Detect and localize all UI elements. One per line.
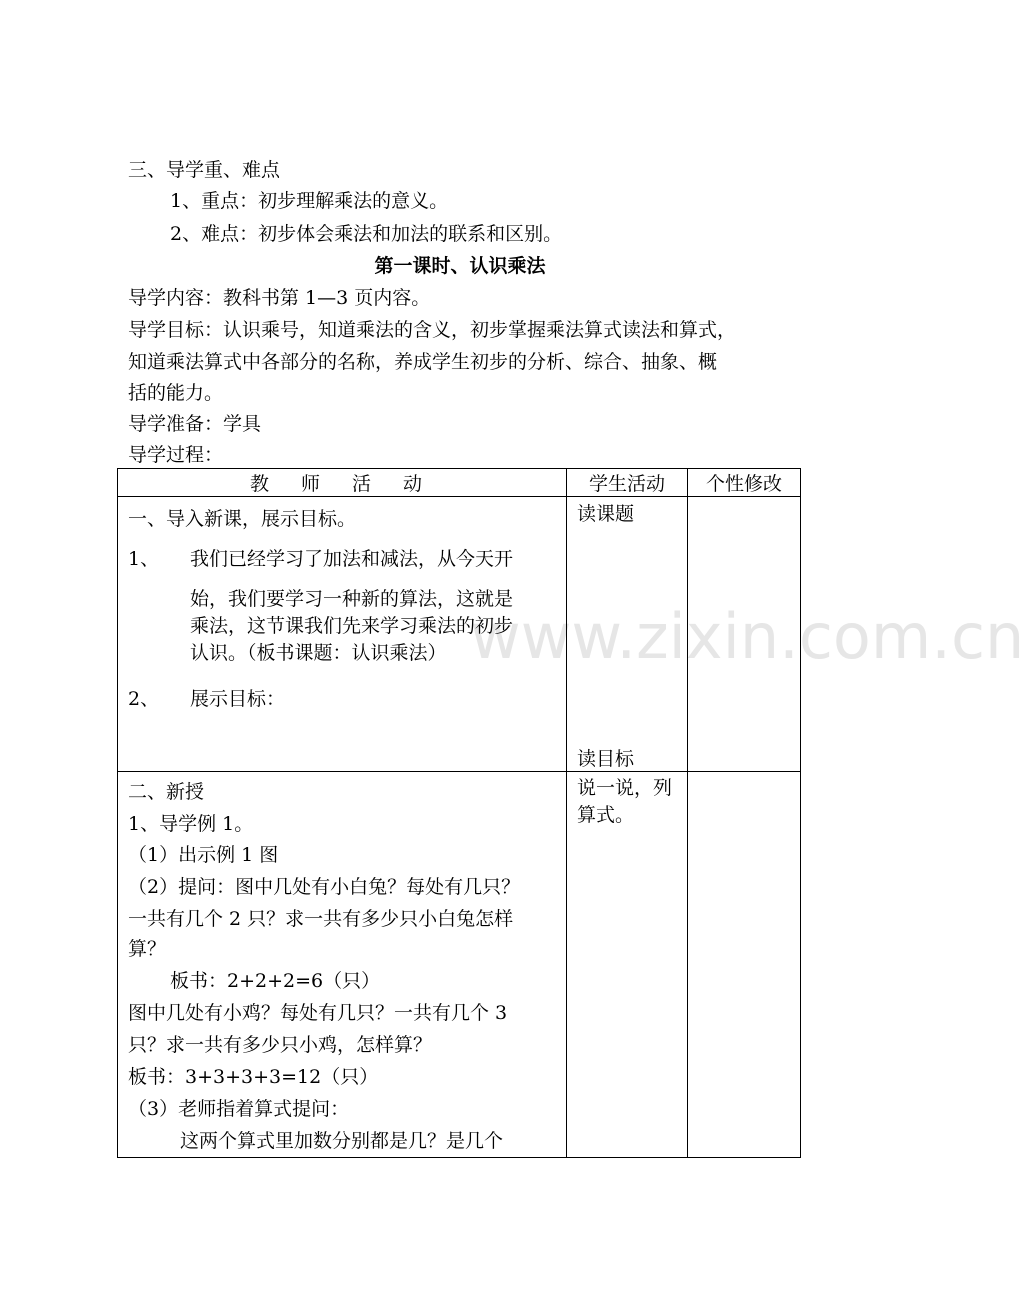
student-cell: [567, 772, 688, 1158]
goal-line-1: 导学目标：认识乘号，知道乘法的含义，初步掌握乘法算式读法和算式，: [128, 319, 737, 341]
cell-text: （3）老师指着算式提问：: [128, 1098, 350, 1120]
cell-text: 我们已经学习了加法和减法，从今天开: [190, 548, 514, 570]
lesson-table: [117, 468, 801, 1158]
cell-text: 一、导入新课，展示目标。: [128, 508, 357, 530]
cell-text: 认识。（板书课题：认识乘法）: [190, 642, 447, 664]
cell-text: 这两个算式里加数分别都是几？是几个: [180, 1130, 504, 1152]
cell-text: 读目标: [577, 748, 635, 770]
edit-cell: [688, 497, 801, 772]
table-row: [118, 497, 801, 772]
cell-text: 读课题: [577, 503, 635, 525]
cell-text: （1）出示例 1 图: [128, 844, 279, 866]
section-heading: 三、导学重、难点: [128, 159, 281, 181]
cell-text: 板书：2+2+2=6（只）: [170, 970, 381, 992]
cell-text: 板书：3+3+3+3=12（只）: [128, 1066, 379, 1088]
lesson-title: 第一课时、认识乘法: [374, 255, 546, 277]
cell-text: 乘法，这节课我们先来学习乘法的初步: [190, 615, 514, 637]
edit-cell: [688, 772, 801, 1158]
goal-line-2: 知道乘法算式中各部分的名称，养成学生初步的分析、综合、抽象、概: [128, 351, 718, 373]
cell-text: 算式。: [577, 804, 635, 826]
goal-line-3: 括的能力。: [128, 382, 224, 404]
cell-text: 一共有几个 2 只？求一共有多少只小白兔怎样: [128, 908, 514, 930]
table-header-row: [118, 469, 801, 497]
header-edit: 个性修改: [688, 469, 801, 497]
cell-text: 1、导学例 1。: [128, 813, 254, 835]
process-line: 导学过程：: [128, 444, 224, 466]
cell-text: 只？求一共有多少只小鸡，怎样算？: [128, 1034, 433, 1056]
key-point: 1、重点：初步理解乘法的意义。: [170, 190, 449, 212]
difficult-point: 2、难点：初步体会乘法和加法的联系和区别。: [170, 223, 563, 245]
cell-text: 说一说，列: [577, 777, 673, 799]
student-cell: [567, 497, 688, 772]
content-line: 导学内容：教科书第 1—3 页内容。: [128, 287, 431, 309]
cell-text: 二、新授: [128, 781, 205, 803]
table-row: [118, 772, 801, 1158]
teacher-cell: [118, 497, 567, 772]
cell-text: 算？: [128, 938, 167, 960]
item-number: 2、: [128, 688, 160, 710]
cell-text: 图中几处有小鸡？每处有几只？一共有几个 3: [128, 1002, 508, 1024]
watermark: www.zixin.com.cn: [470, 600, 1024, 673]
item-number: 1、: [128, 548, 160, 570]
prep-line: 导学准备：学具: [128, 413, 262, 435]
cell-text: 展示目标：: [190, 688, 286, 710]
header-student: 学生活动: [567, 469, 688, 497]
teacher-cell: [118, 772, 567, 1158]
cell-text: 始，我们要学习一种新的算法，这就是: [190, 588, 514, 610]
header-teacher: 教师活动: [118, 469, 567, 497]
cell-text: （2）提问：图中几处有小白兔？每处有几只？: [128, 876, 521, 898]
